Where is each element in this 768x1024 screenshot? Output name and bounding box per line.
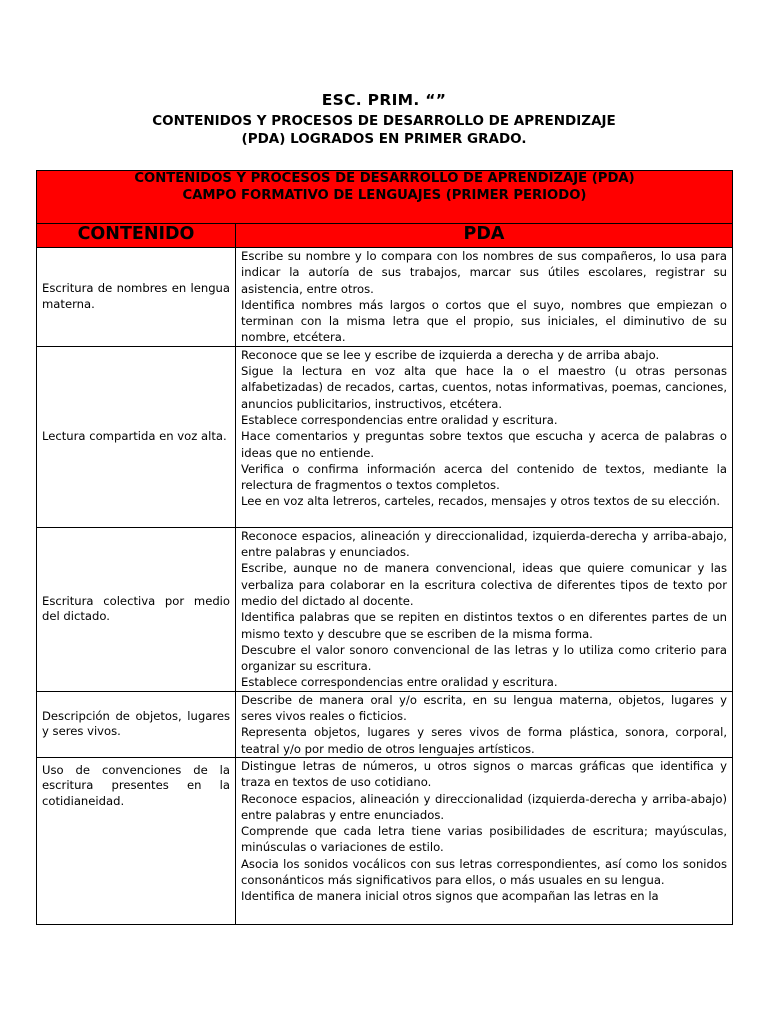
document-subtitle-line-1: CONTENIDOS Y PROCESOS DE DESARROLLO DE APRENDIZAJE: [152, 113, 616, 129]
pda-item: Asocia los sonidos vocálicos con sus letras correspondientes, así como los sonidos consonánticos más significativos para ellos, o más usuales en su lengua.: [241, 856, 728, 888]
pda-item: Comprende que cada letra tiene varias posibilidades de escritura; mayúsculas, minúsculas o variaciones de estilo.: [241, 824, 728, 855]
table-banner: [37, 171, 733, 224]
contenido-cell: Escritura de nombres en lengua materna.: [37, 248, 236, 347]
pda-item: Describe de manera oral y/o escrita, en su lengua materna, objetos, lugares y seres vivos reales o ficticios.: [241, 692, 728, 724]
document-subtitle-line-2: (PDA) LOGRADOS EN PRIMER GRADO.: [241, 131, 527, 147]
pda-item: Reconoce espacios, alineación y direccionalidad, izquierda-derecha y arriba-abajo, entre palabras y enunciados.: [241, 528, 728, 560]
pda-item: Descubre el valor sonoro convencional de las letras y lo utiliza como criterio para organizar su escritura.: [241, 642, 728, 674]
column-header-pda: PDA: [236, 224, 733, 248]
pda-item: Hace comentarios y preguntas sobre textos que escucha y acerca de palabras o ideas que no entiende.: [241, 429, 728, 460]
pda-cell: [236, 248, 733, 347]
column-header-row: [37, 224, 733, 248]
table-row: [37, 691, 733, 757]
pda-item: Reconoce espacios, alineación y direccionalidad (izquierda-derecha y arriba-abajo) entre palabras y entre enunciados.: [241, 791, 728, 822]
pda-item: Escribe, aunque no de manera convencional, ideas que quiere comunicar y las verbaliza para colaborar en la escritura colectiva de diferentes tipos de texto por medio del dictado al docente.: [241, 561, 728, 608]
table-row: [37, 527, 733, 691]
contenido-cell: Lectura compartida en voz alta.: [37, 346, 236, 527]
pda-item: Representa objetos, lugares y seres vivos de forma plástica, sonora, corporal, teatral y/o por medio de otros lenguajes artísticos.: [241, 725, 728, 756]
pda-cell: [236, 691, 733, 757]
banner-cell: [37, 171, 733, 224]
pda-cell-content: [241, 758, 727, 919]
pda-item: Identifica de manera inicial otros signos que acompañan las letras en la: [241, 889, 659, 904]
pda-item: Reconoce que se lee y escribe de izquierda a derecha y de arriba abajo.: [241, 347, 660, 362]
pda-table: [36, 170, 733, 925]
banner-line-2: CAMPO FORMATIVO DE LENGUAJES (PRIMER PERIODO): [182, 187, 587, 203]
pda-cell: [236, 527, 733, 691]
pda-cell: [236, 346, 733, 527]
pda-item: Identifica palabras que se repiten en distintos textos o en diferentes partes de un mismo texto y descubre que se escriben de la misma forma.: [241, 610, 728, 641]
pda-item: Escribe su nombre y lo compara con los nombres de sus compañeros, lo usa para indicar la autoría de sus trabajos, marcar sus útiles escolares, registrar su asistencia, entre otros.: [241, 249, 728, 296]
table-row: [37, 757, 733, 924]
pda-item: Distingue letras de números, u otros signos o marcas gráficas que identifica y traza en textos de uso cotidiano.: [241, 758, 728, 790]
pda-item: Lee en voz alta letreros, carteles, recados, mensajes y otros textos de su elección.: [241, 494, 721, 509]
pda-item: Sigue la lectura en voz alta que hace la o el maestro (u otras personas alfabetizadas) de recados, cartas, cuentos, notas informativas, poemas, canciones, anuncios publicitarios, instructivos, etcétera.: [241, 364, 728, 411]
banner-line-1: CONTENIDOS Y PROCESOS DE DESARROLLO DE APRENDIZAJE (PDA): [134, 171, 635, 186]
column-header-contenido: CONTENIDO: [37, 224, 236, 248]
contenido-cell: Descripción de objetos, lugares y seres vivos.: [37, 691, 236, 757]
pda-item: Establece correspondencias entre oralidad y escritura.: [241, 412, 558, 427]
pda-item: Establece correspondencias entre oralidad y escritura.: [241, 675, 558, 690]
pda-item: Identifica nombres más largos o cortos que el suyo, nombres que empiezan o terminan con la misma letra que el propio, sus iniciales, el diminutivo de su nombre, etcétera.: [241, 297, 728, 345]
table-row: [37, 346, 733, 527]
contenido-cell: Uso de convenciones de la escritura presentes en la cotidianeidad.: [37, 757, 236, 924]
pda-item: Verifica o confirma información acerca del contenido de textos, mediante la relectura de fragmentos o textos completos.: [241, 461, 728, 493]
table-row: [37, 248, 733, 347]
pda-cell: [236, 757, 733, 924]
school-title: ESC. PRIM. “”: [321, 91, 447, 109]
contenido-cell: Escritura colectiva por medio del dictado.: [37, 527, 236, 691]
